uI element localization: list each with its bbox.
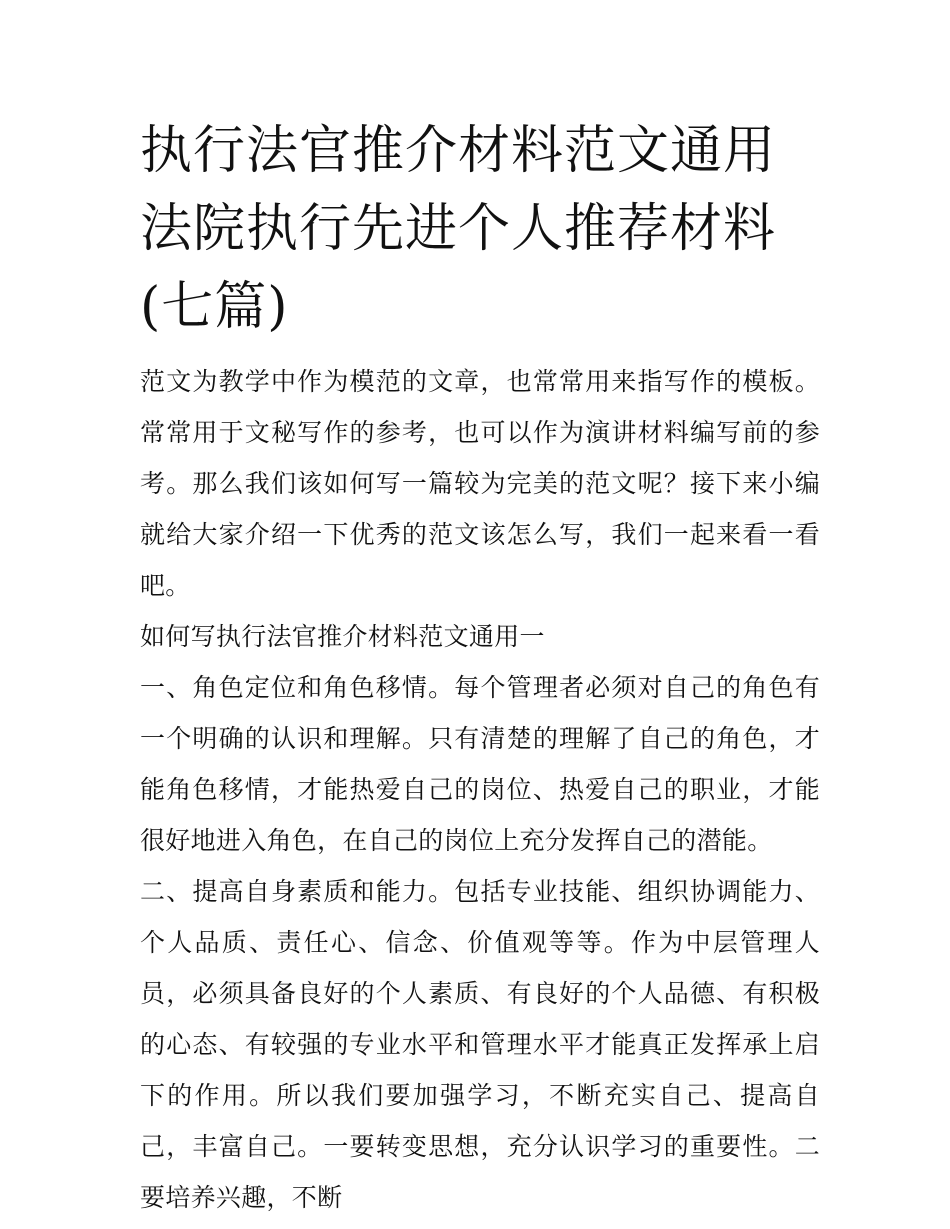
section-heading: 如何写执行法官推介材料范文通用一 xyxy=(140,622,545,651)
document-body xyxy=(140,356,820,1223)
body-paragraph-1: 一、角色定位和角色移情。每个管理者必须对自己的角色有一个明确的认识和理解。只有清楚的理解了自己的角色，才能角色移情，才能热爱自己的岗位、热爱自己的职业，才能很好地进入角色，在自己的岗位上充分发挥自己的潜能。 xyxy=(140,673,820,855)
body-paragraph-2: 二、提高自身素质和能力。包括专业技能、组织协调能力、个人品质、责任心、信念、价值观等等。作为中层管理人员，必须具备良好的个人素质、有良好的个人品德、有积极的心态、有较强的专业水平和管理水平才能真正发挥承上启下的作用。所以我们要加强学习，不断充实自己、提高自己，丰富自己。一要转变思想，充分认识学习的重要性。二要培养兴趣，不断 xyxy=(140,877,820,1212)
intro-paragraph: 范文为教学中作为模范的文章，也常常用来指写作的模板。常常用于文秘写作的参考，也可以作为演讲材料编写前的参考。那么我们该如何写一篇较为完美的范文呢？接下来小编就给大家介绍一下优秀的范文该怎么写，我们一起来看一看吧。 xyxy=(140,367,820,600)
document-title: 执行法官推介材料范文通用 法院执行先进个人推荐材料(七篇) xyxy=(140,121,777,337)
